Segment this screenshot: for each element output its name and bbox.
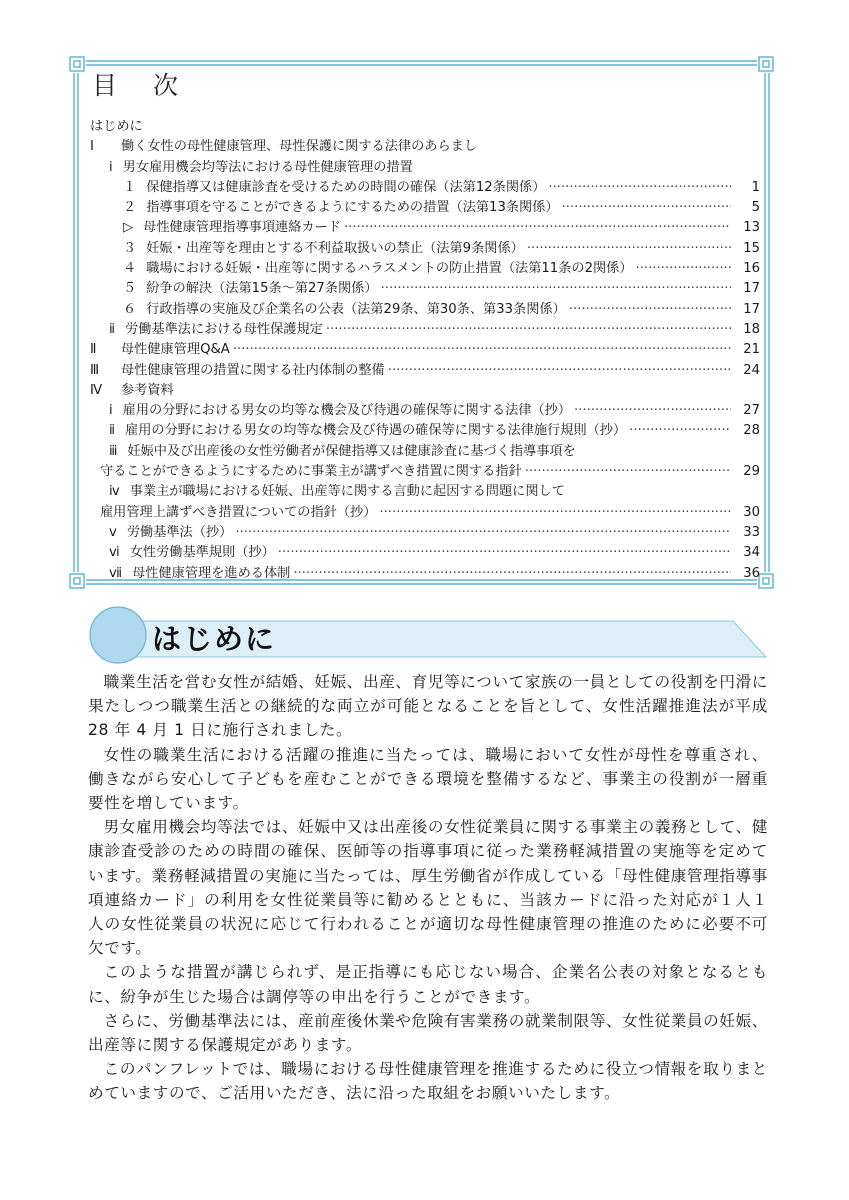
toc-entry-text: 男女雇用機会均等法における母性健康管理の措置 bbox=[122, 159, 413, 175]
toc-entry-page: 24 bbox=[743, 362, 760, 378]
toc-entry bbox=[90, 178, 760, 198]
intro-body bbox=[88, 670, 768, 1106]
toc-leader-dots bbox=[344, 218, 731, 238]
toc-entry-marker: ⅵ bbox=[109, 545, 120, 561]
toc-entry-text: 職場における妊娠・出産等に関するハラスメントの防止措置（法第11条の2関係） bbox=[146, 261, 633, 277]
toc-entry-text: 参考資料 bbox=[121, 382, 174, 398]
toc-entry-marker: ⅰ bbox=[109, 403, 113, 419]
toc-entry-page: 29 bbox=[743, 464, 760, 480]
section-title: はじめに bbox=[152, 622, 277, 656]
toc-entry bbox=[90, 361, 760, 381]
toc-leader-dots bbox=[527, 239, 731, 259]
toc-leader-dots bbox=[381, 279, 731, 299]
toc-entry-page: 33 bbox=[743, 524, 760, 540]
toc-entry bbox=[90, 218, 760, 238]
toc-entry-text: 労働基準法における母性保護規定 bbox=[125, 321, 323, 337]
toc-entry bbox=[90, 564, 760, 584]
toc-entry-marker: ３ bbox=[123, 240, 137, 256]
toc-leader-dots bbox=[562, 198, 731, 218]
toc-entry-marker: ⅱ bbox=[109, 321, 116, 337]
toc-entry-marker: １ bbox=[123, 179, 137, 195]
toc-entry-marker: ⅲ bbox=[109, 443, 118, 459]
toc-leader-dots bbox=[388, 361, 731, 381]
toc-entry-text: 労働基準法（抄） bbox=[126, 524, 233, 540]
toc-entry-text: 雇用の分野における男女の均等な機会及び待遇の確保等に関する法律施行規則（抄） bbox=[125, 423, 627, 439]
toc-leader-dots bbox=[548, 178, 731, 198]
toc-entry-text: 雇用管理上講ずべき措置についての指針（抄） bbox=[100, 504, 377, 520]
toc-leader-dots bbox=[233, 340, 731, 360]
toc-entry-page: 5 bbox=[751, 200, 760, 216]
toc-entry-text: 働く女性の母性健康管理、母性保護に関する法律のあらまし bbox=[121, 139, 478, 155]
toc-entry bbox=[90, 279, 760, 299]
toc-entry-page: 13 bbox=[743, 220, 760, 236]
toc-entry-text: 紛争の解決（法第15条～第27条関係） bbox=[146, 281, 378, 297]
intro-paragraph: このような措置が講じられず、是正指導にも応じない場合、企業名公表の対象となるともに、紛争が生じた場合は調停等の申出を行うことができます。 bbox=[88, 963, 768, 1006]
toc-entry-marker: ⅱ bbox=[109, 423, 116, 439]
toc-leader-dots bbox=[293, 564, 731, 584]
toc-entry-page: 21 bbox=[743, 342, 760, 358]
intro-paragraph: 職業生活を営む女性が結婚、妊娠、出産、育児等について家族の一員としての役割を円滑に果たしつつ職業生活との継続的な両立が可能となることを旨として、女性活躍推進法が平成 28 年 4 月 1 日に施行されました。 bbox=[88, 673, 768, 740]
toc-leader-dots bbox=[235, 523, 731, 543]
toc-entry-text: はじめに bbox=[90, 119, 143, 134]
toc-entry bbox=[90, 381, 760, 401]
toc-entry-text: 雇用の分野における男女の均等な機会及び待遇の確保等に関する法律（抄） bbox=[122, 403, 572, 419]
toc-entry bbox=[90, 340, 760, 360]
toc-entry-page: 17 bbox=[743, 281, 760, 297]
toc-entry bbox=[90, 259, 760, 279]
toc-entry bbox=[90, 158, 760, 178]
toc-entry bbox=[90, 117, 760, 137]
toc-entry bbox=[90, 198, 760, 218]
toc-entry bbox=[90, 503, 760, 523]
toc-entry-page: 36 bbox=[743, 565, 760, 581]
toc-entry-marker: Ⅲ bbox=[90, 362, 100, 378]
toc-entry-text: 妊娠・出産等を理由とする不利益取扱いの禁止（法第9条関係） bbox=[146, 240, 524, 256]
toc-leader-dots bbox=[574, 401, 731, 421]
toc-entry-text: 事業主が職場における妊娠、出産等に関する言動に起因する問題に関して bbox=[129, 484, 565, 500]
toc-entry-page: 16 bbox=[743, 261, 760, 277]
toc-entry-text: 保健指導又は健康診査を受けるための時間の確保（法第12条関係） bbox=[146, 179, 546, 195]
toc-entry-marker: ⅳ bbox=[109, 484, 120, 500]
toc-entry-marker: ⅶ bbox=[109, 565, 123, 581]
toc-leader-dots bbox=[569, 300, 731, 320]
toc-entry-marker: ４ bbox=[123, 261, 137, 277]
toc-entry-marker: ⅰ bbox=[109, 159, 113, 175]
toc-entry bbox=[90, 523, 760, 543]
toc-entry-marker: ５ bbox=[123, 281, 137, 297]
intro-paragraph: さらに、労働基準法には、産前産後休業や危険有害業務の就業制限等、女性従業員の妊娠、出産等に関する保護規定があります。 bbox=[88, 1011, 768, 1055]
toc-entry-text: 母性健康管理指導事項連絡カード bbox=[143, 220, 341, 236]
toc-entry bbox=[90, 543, 760, 563]
toc-entry bbox=[90, 300, 760, 320]
toc-leader-dots bbox=[629, 421, 731, 441]
toc-entry-text: 妊娠中及び出産後の女性労働者が保健指導又は健康診査に基づく指導事項を bbox=[127, 443, 576, 459]
intro-paragraph: 女性の職業生活における活躍の推進に当たっては、職場において女性が母性を尊重され、働きながら安心して子どもを産むことができる環境を整備するなど、事業主の役割が一層重要性を増しています。 bbox=[88, 745, 768, 813]
toc-entry-page: 28 bbox=[743, 423, 760, 439]
toc-entry-text: 指導事項を守ることができるようにするための措置（法第13条関係） bbox=[146, 200, 559, 216]
toc-entry-page: 27 bbox=[743, 403, 760, 419]
toc-entry-text: 母性健康管理Q&A bbox=[121, 342, 230, 358]
toc-leader-dots bbox=[636, 259, 731, 279]
toc-entry-marker: Ⅰ bbox=[90, 139, 94, 155]
toc-entry-text: 女性労働基準規則（抄） bbox=[129, 545, 275, 561]
toc-entry-marker: ⅴ bbox=[109, 524, 117, 540]
toc-entry-marker: ６ bbox=[123, 301, 137, 317]
toc-entry-marker: ２ bbox=[123, 200, 137, 216]
toc-entry-page: 1 bbox=[751, 179, 760, 195]
toc-leader-dots bbox=[379, 503, 731, 523]
heading-circle-icon bbox=[90, 607, 146, 663]
intro-paragraph: このパンフレットでは、職場における母性健康管理を推進するために役立つ情報を取りまとめていますので、ご活用いただき、法に沿った取組をお願いいたします。 bbox=[88, 1060, 768, 1103]
toc-list bbox=[90, 117, 760, 584]
toc-entry bbox=[90, 137, 760, 157]
toc-entry-text: 母性健康管理を進める体制 bbox=[132, 565, 291, 581]
toc-entry bbox=[90, 320, 760, 340]
toc-entry-page: 17 bbox=[743, 301, 760, 317]
toc-entry bbox=[90, 482, 760, 502]
toc-leader-dots bbox=[278, 543, 731, 563]
toc-entry-text: 守ることができるようにするために事業主が講ずべき措置に関する指針 bbox=[100, 464, 522, 480]
toc-entry-page: 34 bbox=[743, 545, 760, 561]
toc-entry bbox=[90, 239, 760, 259]
toc-entry bbox=[90, 462, 760, 482]
toc-entry-page: 15 bbox=[743, 240, 760, 256]
toc-entry-page: 18 bbox=[743, 321, 760, 337]
toc-entry-marker: Ⅱ bbox=[90, 342, 97, 358]
intro-paragraph: 男女雇用機会均等法では、妊娠中又は出産後の女性従業員に関する事業主の義務として、健康診査受診のための時間の確保、医師等の指導事項に従った業務軽減措置の実施等を定めています。業務軽減措置の実施に当たっては、厚生労働省が作成している「母性健康管理指導事項連絡カード」の利用を女性従業員等に勧めるとともに、当該カードに沿った対応が１人１人の女性従業員の状況に応じて行われることが適切な母性健康管理の推進のために必要不可欠です。 bbox=[88, 818, 768, 958]
toc-entry-text: 母性健康管理の措置に関する社内体制の整備 bbox=[121, 362, 385, 378]
toc-entry-marker: ▷ bbox=[123, 220, 134, 236]
toc-entry bbox=[90, 442, 760, 462]
toc-entry bbox=[90, 421, 760, 441]
toc-entry bbox=[90, 401, 760, 421]
toc-entry-text: 行政指導の実施及び企業名の公表（法第29条、第30条、第33条関係） bbox=[146, 301, 566, 317]
toc-leader-dots bbox=[525, 462, 731, 482]
toc-leader-dots bbox=[326, 320, 731, 340]
toc-entry-page: 30 bbox=[743, 504, 760, 520]
toc-entry-marker: Ⅳ bbox=[90, 382, 103, 398]
toc-title: 目 次 bbox=[92, 71, 192, 100]
